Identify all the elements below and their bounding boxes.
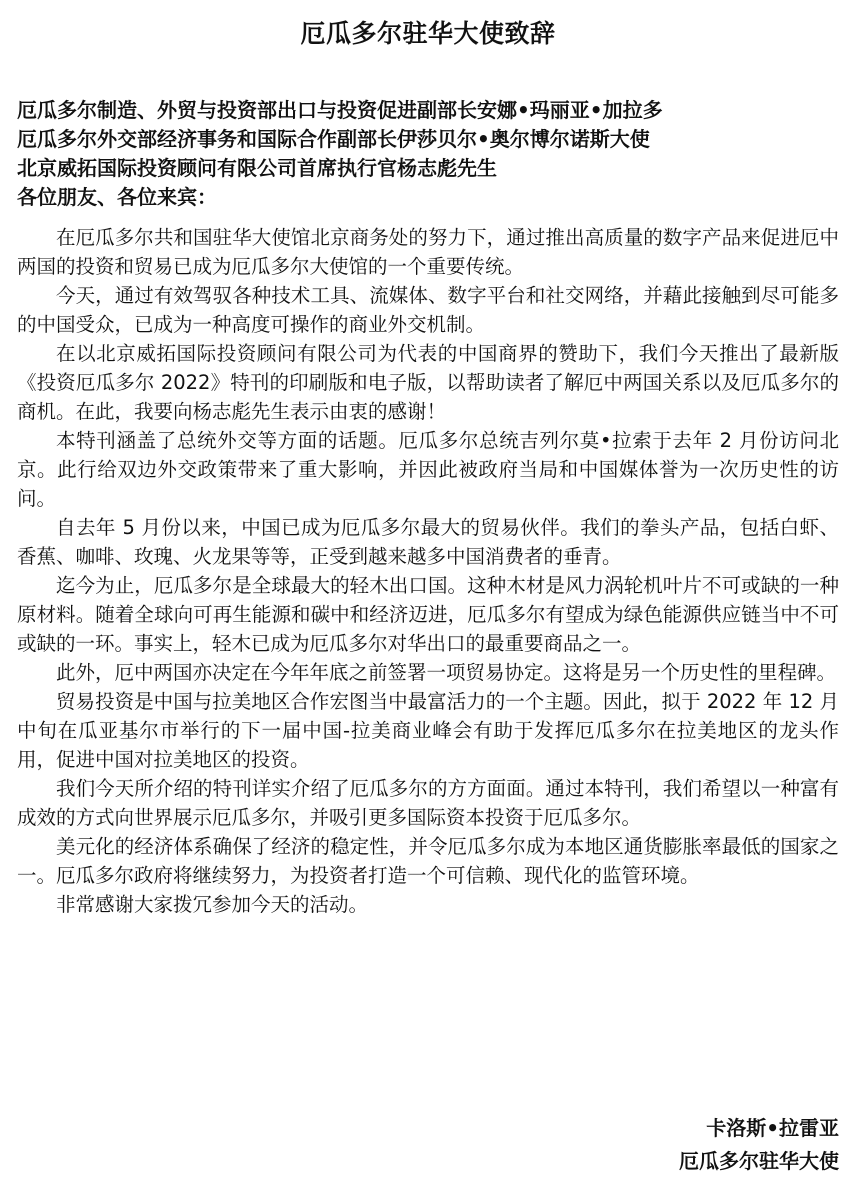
signature-name: 卡洛斯•拉雷亚	[706, 1116, 839, 1140]
document-title: 厄瓜多尔驻华大使致辞	[300, 19, 556, 48]
paragraph: 非常感谢大家拨冗参加今天的活动。	[56, 893, 369, 916]
paragraph: 本特刊涵盖了总统外交等方面的话题。厄瓜多尔总统吉列尔莫•拉索于去年 2 月份访问北京。此行给双边外交政策带来了重大影响，并因此被政府当局和中国媒体誉为一次历史性的访问。	[17, 429, 839, 510]
paragraph: 贸易投资是中国与拉美地区合作宏图当中最富活力的一个主题。因此，拟于 2022 年 12 月中旬在瓜亚基尔市举行的下一届中国-拉美商业峰会有助于发挥厄瓜多尔在拉美地区的龙头作用，促进中国对拉美地区的投资。	[17, 690, 839, 771]
document-page	[17, 0, 839, 1185]
salutation: 各位朋友、各位来宾：	[17, 185, 217, 209]
paragraph: 在厄瓜多尔共和国驻华大使馆北京商务处的努力下，通过推出高质量的数字产品来促进厄中两国的投资和贸易已成为厄瓜多尔大使馆的一个重要传统。	[17, 226, 839, 278]
signature-block	[679, 1112, 839, 1178]
addressee-line: 北京威拓国际投资顾问有限公司首席执行官杨志彪先生	[17, 156, 497, 180]
paragraph: 我们今天所介绍的特刊详实介绍了厄瓜多尔的方方面面。通过本特刊，我们希望以一种富有成效的方式向世界展示厄瓜多尔，并吸引更多国际资本投资于厄瓜多尔。	[17, 777, 839, 829]
paragraph: 迄今为止，厄瓜多尔是全球最大的轻木出口国。这种木材是风力涡轮机叶片不可或缺的一种原材料。随着全球向可再生能源和碳中和经济迈进，厄瓜多尔有望成为绿色能源供应链当中不可或缺的一环。事实上，轻木已成为厄瓜多尔对华出口的最重要商品之一。	[17, 574, 839, 655]
addressee-block	[17, 96, 839, 212]
paragraph: 在以北京威拓国际投资顾问有限公司为代表的中国商界的赞助下，我们今天推出了最新版《投资厄瓜多尔 2022》特刊的印刷版和电子版，以帮助读者了解厄中两国关系以及厄瓜多尔的商机。在此，我要向杨志彪先生表示由衷的感谢！	[17, 342, 839, 423]
paragraph: 今天，通过有效驾驭各种技术工具、流媒体、数字平台和社交网络，并藉此接触到尽可能多的中国受众，已成为一种高度可操作的商业外交机制。	[17, 284, 839, 336]
signature-position: 厄瓜多尔驻华大使	[679, 1149, 839, 1173]
paragraph: 自去年 5 月份以来，中国已成为厄瓜多尔最大的贸易伙伴。我们的拳头产品，包括白虾、香蕉、咖啡、玫瑰、火龙果等等，正受到越来越多中国消费者的垂青。	[17, 516, 839, 568]
addressee-line: 厄瓜多尔外交部经济事务和国际合作副部长伊莎贝尔•奥尔博尔诺斯大使	[17, 127, 650, 151]
speech-body	[17, 223, 839, 919]
paragraph: 此外，厄中两国亦决定在今年年底之前签署一项贸易协定。这将是另一个历史性的里程碑。	[56, 661, 837, 684]
paragraph: 美元化的经济体系确保了经济的稳定性，并令厄瓜多尔成为本地区通货膨胀率最低的国家之一。厄瓜多尔政府将继续努力，为投资者打造一个可信赖、现代化的监管环境。	[17, 835, 839, 887]
addressee-line: 厄瓜多尔制造、外贸与投资部出口与投资促进副部长安娜•玛丽亚•加拉多	[17, 98, 663, 122]
